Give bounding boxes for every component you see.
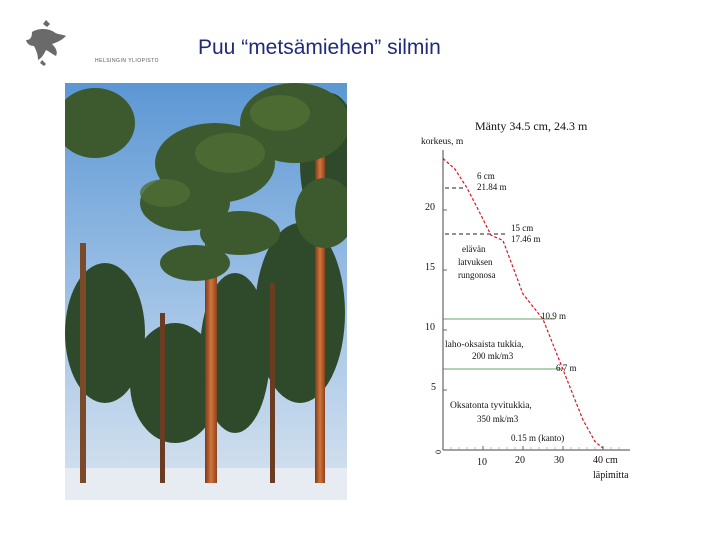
y-tick-0: 0	[434, 450, 443, 454]
label-live-crown-1: elävän	[462, 244, 486, 254]
x-axis-label: läpimitta	[593, 470, 629, 481]
label-clear-price: 350 mk/m3	[477, 414, 519, 424]
label-stump: 0.15 m (kanto)	[511, 433, 565, 443]
label-knotty-log: laho-oksaista tukkia,	[445, 340, 524, 350]
label-clear-log: Oksatonta tyvitukkia,	[450, 401, 532, 411]
y-axis-label: korkeus, m	[421, 137, 464, 147]
y-tick-5: 5	[431, 382, 436, 393]
label-6-7: 6.7 m	[556, 363, 577, 373]
y-tick-20: 20	[425, 202, 435, 213]
label-knotty-price: 200 mk/m3	[472, 351, 514, 361]
page-title: Puu “metsämiehen” silmin	[198, 36, 441, 59]
x-tick-10: 10	[477, 457, 487, 468]
label-live-crown-3: rungonosa	[458, 270, 496, 280]
chart-title: Mänty 34.5 cm, 24.3 m	[475, 119, 588, 133]
y-tick-15: 15	[425, 262, 435, 273]
label-10-9: 10.9 m	[541, 311, 567, 321]
pine-stem-chart	[405, 112, 650, 487]
x-tick-40: 40 cm	[593, 455, 618, 466]
label-mid-cm: 15 cm	[511, 223, 534, 233]
pine-forest-photo	[65, 83, 347, 500]
x-tick-30: 30	[554, 455, 564, 466]
logo-text: HELSINGIN YLIOPISTO	[95, 58, 160, 64]
label-mid-h: 17.46 m	[511, 234, 541, 244]
label-top-cm: 6 cm	[477, 171, 495, 181]
label-live-crown-2: latvuksen	[458, 257, 493, 267]
y-tick-10: 10	[425, 322, 435, 333]
label-top-h: 21.84 m	[477, 182, 507, 192]
x-tick-20: 20	[515, 455, 525, 466]
university-logo	[22, 18, 160, 68]
